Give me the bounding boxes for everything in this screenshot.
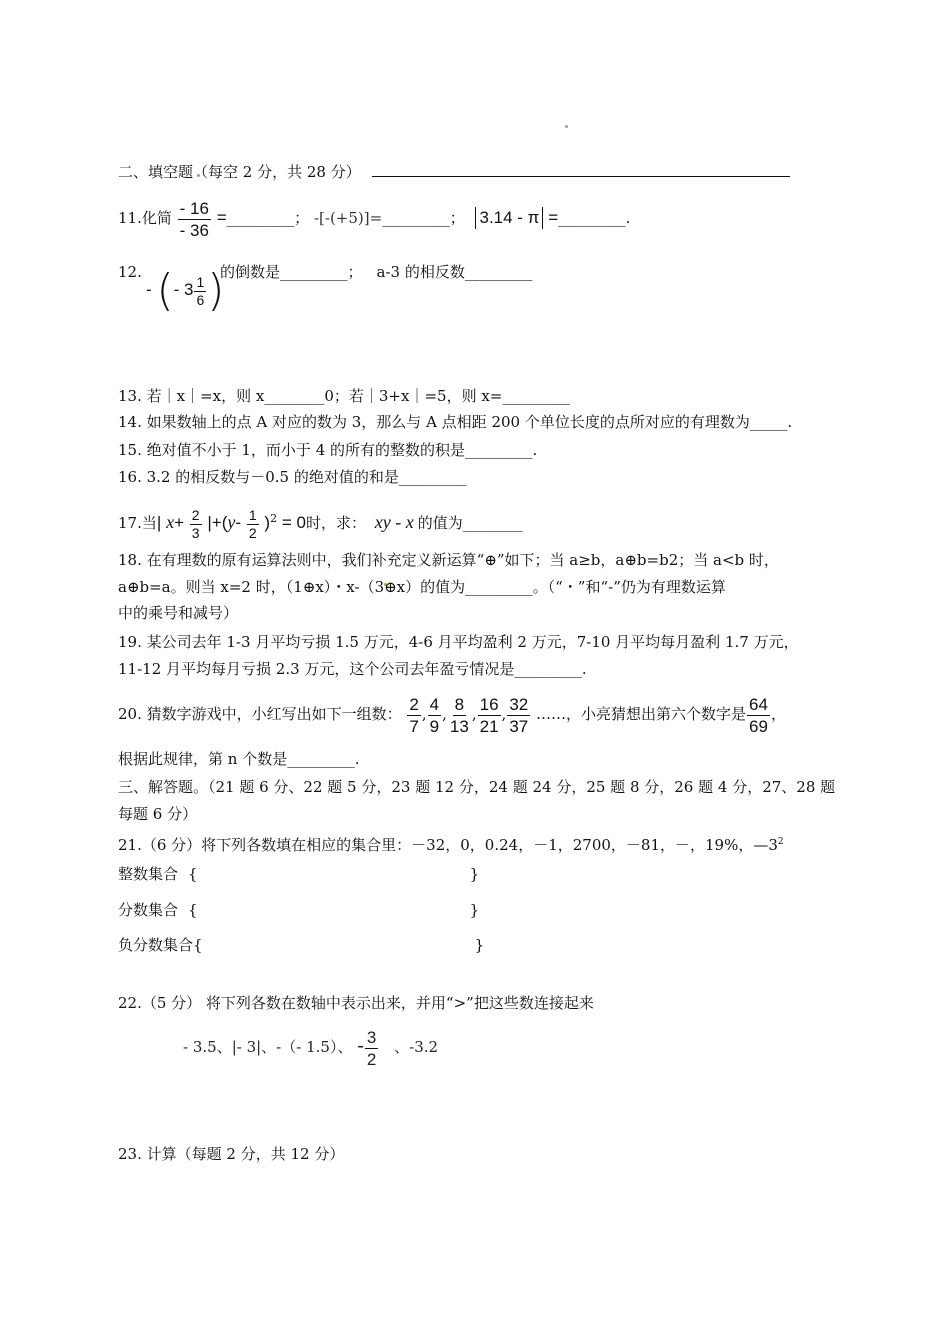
sequence-fraction: $\frac{2}{7}$ [409, 694, 419, 736]
answer-blank: _________ [464, 263, 533, 281]
sequence-fraction: $\frac{32}{37}$ [509, 694, 529, 736]
question-12-label: 12. [118, 263, 142, 281]
question-12-text: 的倒数是_________； a-3 的相反数_________ [220, 263, 533, 281]
question-14: 14. 如果数轴上的点 A 对应的数为 3，那么与 A 点相距 200 个单位长度的点所对应的有理数为_____. [118, 413, 793, 431]
fraction: $\frac{2}{3}$ [191, 506, 200, 541]
fraction: $\frac{1}{6}$ [196, 273, 205, 308]
question-18-line-3: 中的乘号和减号） [118, 604, 239, 622]
question-12-expression: - (- 3 $\frac{1}{6}$ ) [146, 265, 225, 316]
sequence-fraction: $\frac{4}{9}$ [429, 694, 440, 736]
fraction: $\frac{3}{2}$ [366, 1027, 377, 1069]
set-fractions: 分数集合 { } [118, 901, 480, 919]
question-17: 17.当| x+ $\frac{2}{3}$ |+(y- $\frac{1}{2}$ )$^2$ = 0时，求： xy - x 的值为________ [118, 506, 523, 541]
sequence: $\frac{2}{7}$ , $\frac{4}{9}$ , $\frac{8}{13}$ , $\frac{16}{21}$ , $\frac{32}{37}$ [409, 694, 529, 736]
sequence-fraction: $\frac{16}{21}$ [479, 694, 499, 736]
sequence-fraction: $\frac{8}{13}$ [449, 694, 469, 736]
question-23: 23. 计算（每题 2 分，共 12 分） [118, 1145, 345, 1163]
question-13: 13. 若｜x｜=x，则 x________0；若｜3+x｜=5，则 x=_________ [118, 387, 570, 405]
question-15: 15. 绝对值不小于 1，而小于 4 的所有的整数的积是_________. [118, 441, 538, 459]
section-2-heading: 二、填空题（每空 2 分，共 28 分） [118, 162, 790, 182]
answer-blank: _________ [280, 263, 348, 281]
set-negative-fractions: 负分数集合{ } [118, 936, 485, 954]
question-20: 20. 猜数字游戏中，小红写出如下一组数： $\frac{2}{7}$ , $\frac{4}{9}$ , $\frac{8}{13}$ , $\frac{16}{21}$ , $\frac{32}{37}$ ……，小亮猜想出第六个数字是 $\frac{64}{69}$ ， [118, 694, 786, 736]
right-paren: ) [207, 265, 225, 316]
question-16: 16. 3.2 的相反数与－0.5 的绝对值的和是_________ [118, 468, 467, 486]
left-paren: ( [156, 265, 174, 316]
section-3-heading-line-2: 每题 6 分） [118, 805, 198, 823]
question-18-line-2: a⊕b=a。则当 x=2 时，（1⊕x）・x-（3⊕x）的值为_________。（“・”和“-”仍为有理数运算 [118, 578, 726, 596]
answer-blank: _________ [558, 209, 626, 227]
absolute-value: 3.14 - π [475, 207, 543, 229]
speck-dot [565, 125, 568, 128]
fraction: $\frac{- 16}{- 36}$ [179, 198, 209, 240]
sixth-fraction: $\frac{64}{69}$ [749, 694, 768, 736]
question-22-numbers: - 3.5、|- 3|、-（- 1.5）、 - $\frac{3}{2}$ 、-3.2 [183, 1027, 439, 1069]
answer-blank: _________ [226, 209, 295, 227]
question-21: 21.（6 分）将下列各数填在相应的集合里：－32，0，0.24，－1，2700，－81，－，19%，$—3^2$ [118, 836, 784, 854]
question-19-line-2: 11-12 月平均每月亏损 2.3 万元，这个公司去年盈亏情况是_________. [118, 660, 587, 678]
answer-blank: _________ [382, 209, 450, 227]
question-19-line-1: 19. 某公司去年 1-3 月平均亏损 1.5 万元，4-6 月平均盈利 2 万元，7-10 月平均每月盈利 1.7 万元， [118, 633, 799, 651]
set-integers: 整数集合 { } [118, 865, 480, 883]
section-3-heading-line-1: 三、解答题。（21 题 6 分、22 题 5 分，23 题 12 分，24 题 24 分，25 题 8 分，26 题 4 分，27、28 题 [118, 778, 836, 796]
question-20-line-2: 根据此规律，第 n 个数是_________. [118, 750, 360, 768]
question-18-line-1: 18. 在有理数的原有运算法则中，我们补充定义新运算“⊕”如下；当 a≥b，a⊕b=b2；当 a<b 时， [118, 551, 779, 569]
heading-rule [372, 162, 790, 177]
fraction: $\frac{1}{2}$ [248, 506, 257, 541]
question-11: 11.化简 $\frac{- 16}{- 36}$ =_________； -[-(+5)]=_________； 3.14 - π =_________. [118, 198, 631, 240]
question-22: 22.（5 分） 将下列各数在数轴中表示出来，并用“>”把这些数连接起来 [118, 994, 594, 1012]
